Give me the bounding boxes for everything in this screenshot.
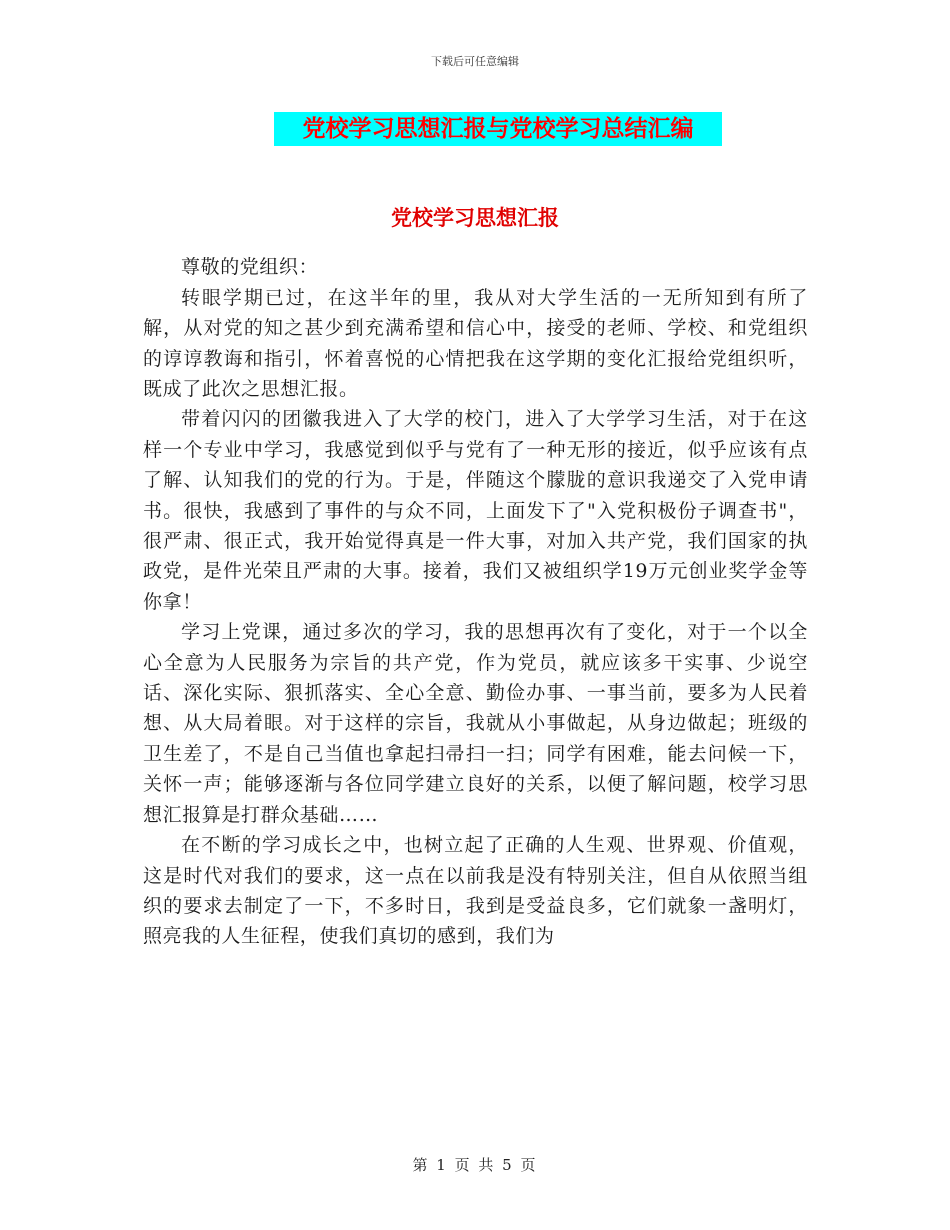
document-body bbox=[143, 222, 808, 952]
page-footer: 第 1 页 共 5 页 bbox=[412, 1156, 538, 1174]
paragraph-3: 学习上党课，通过多次的学习，我的思想再次有了变化，对于一个以全心全意为人民服务为宗旨的共产党，作为党员，就应该多干实事、少说空话、深化实际、狠抓落实、全心全意、勤俭办事、一事当前，要多为人民着想、从大局着眼。对于这样的宗旨，我就从小事做起，从身边做起；班级的卫生差了，不是自己当值也拿起扫帚扫一扫；同学有困难，能去问候一下，关怀一声；能够逐渐与各位同学建立良好的关系，以便了解问题，校学习思想汇报算是打群众基础…… bbox=[143, 621, 808, 826]
paragraph-2: 带着闪闪的团徽我进入了大学的校门，进入了大学学习生活，对于在这样一个专业中学习，我感觉到似乎与党有了一种无形的接近，似乎应该有点了解、认知我们的党的行为。于是，伴随这个朦胧的意识我递交了入党申请书。很快，我感到了事件的与众不同，上面发下了"入党积极份子调查书"，很严肃、很正式，我开始觉得真是一件大事，对加入共产党，我们国家的执政党，是件光荣且严肃的大事。接着，我们又被组织学19万元创业奖学金等你拿！ bbox=[143, 408, 808, 613]
paragraph-4: 在不断的学习成长之中，也树立起了正确的人生观、世界观、价值观，这是时代对我们的要求，这一点在以前我是没有特别关注，但自从依照当组织的要求去制定了一下，不多时日，我到是受益良多，它们就象一盏明灯，照亮我的人生征程，使我们真切的感到，我们为 bbox=[143, 834, 808, 948]
salutation: 尊敬的党组织： bbox=[181, 256, 319, 279]
spacer bbox=[143, 222, 808, 252]
document-main-title: 党校学习思想汇报与党校学习总结汇编 bbox=[274, 112, 722, 146]
header-note: 下载后可任意编辑 bbox=[431, 55, 519, 68]
paragraph-1: 转眼学期已过，在这半年的里，我从对大学生活的一无所知到有所了解，从对党的知之甚少到充满希望和信心中，接受的老师、学校、和党组织的谆谆教诲和指引，怀着喜悦的心情把我在这学期的变化汇报给党组织听，既成了此次之思想汇报。 bbox=[143, 286, 808, 401]
section-title: 党校学习思想汇报 bbox=[391, 205, 559, 230]
